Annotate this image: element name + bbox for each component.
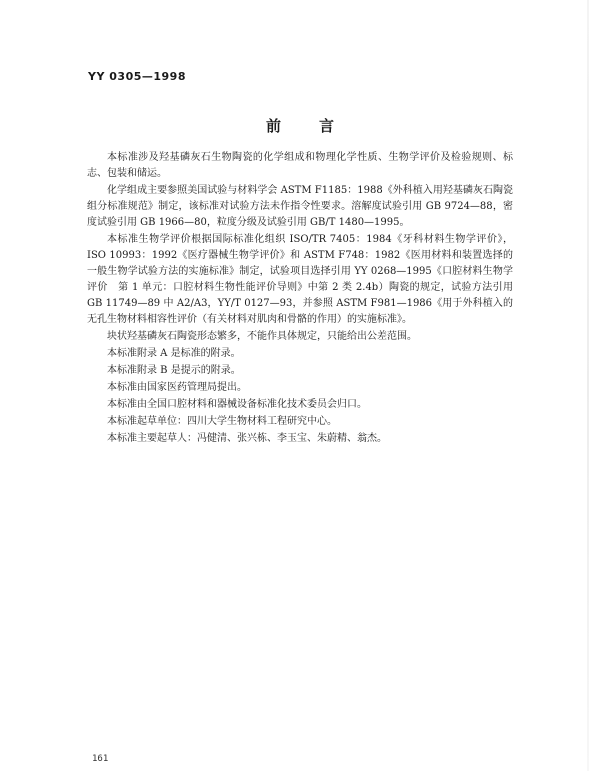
paragraph-scope: 本标准涉及羟基磷灰石生物陶瓷的化学组成和物理化学性质、生物学评价及检验规则、标志、包装和储运。	[87, 152, 513, 179]
paragraph-appendix-a: 本标准附录 A 是标准的附录。	[107, 348, 241, 359]
paragraph-chemical-composition: 化学组成主要参照美国试验与材料学会 ASTM F1185：1988《外科植入用羟基磷灰石陶瓷组分标准规范》制定，该标准对试验方法未作指令性要求。溶解度试验引用 GB 9724—88，密度试验引用 GB 1966—80，粒度分级及试验引用 GB/T 1480—1995。	[87, 185, 513, 228]
page-title: 前言	[265, 117, 372, 135]
paragraph-appendix-b: 本标准附录 B 是提示的附录。	[107, 365, 241, 376]
paragraph-biological-evaluation: 本标准生物学评价根据国际标准化组织 ISO/TR 7405：1984《牙科材料生物学评价》，ISO 10993：1992《医疗器械生物学评价》和 ASTM F748：1982《医用材料和装置选择的一般生物学试验方法的实施标准》制定，试验项目选择引用 YY 0268—1995《口腔材料生物学评价 第 1 单元：口腔材料生物性能评价导则》中第 2 类 2.4b）陶瓷的规定，试验方法引用 GB 11749—89 中 A2/A3，YY/T 0127—93，并参照 ASTM F981—1986《用于外科植入的无孔生物材料相容性评价（有关材料对肌肉和骨骼的作用）的实施标准》。	[87, 234, 513, 325]
paragraph-drafters: 本标准主要起草人：冯健清、张兴栋、李玉宝、朱蔚精、翁杰。	[107, 433, 387, 444]
paragraph-drafting-unit: 本标准起草单位：四川大学生物材料工程研究中心。	[107, 416, 337, 427]
paragraph-committee: 本标准由全国口腔材料和器械设备标准化技术委员会归口。	[107, 399, 367, 410]
page-number: 161	[92, 754, 109, 764]
paragraph-proposer: 本标准由国家医药管理局提出。	[107, 382, 247, 393]
standard-code: YY 0305—1998	[88, 70, 186, 83]
paragraph-tolerance: 块状羟基磷灰石陶瓷形态繁多，不能作具体规定，只能给出公差范围。	[107, 331, 417, 342]
foreword-body	[87, 150, 513, 447]
scan-edge-line	[587, 0, 589, 771]
